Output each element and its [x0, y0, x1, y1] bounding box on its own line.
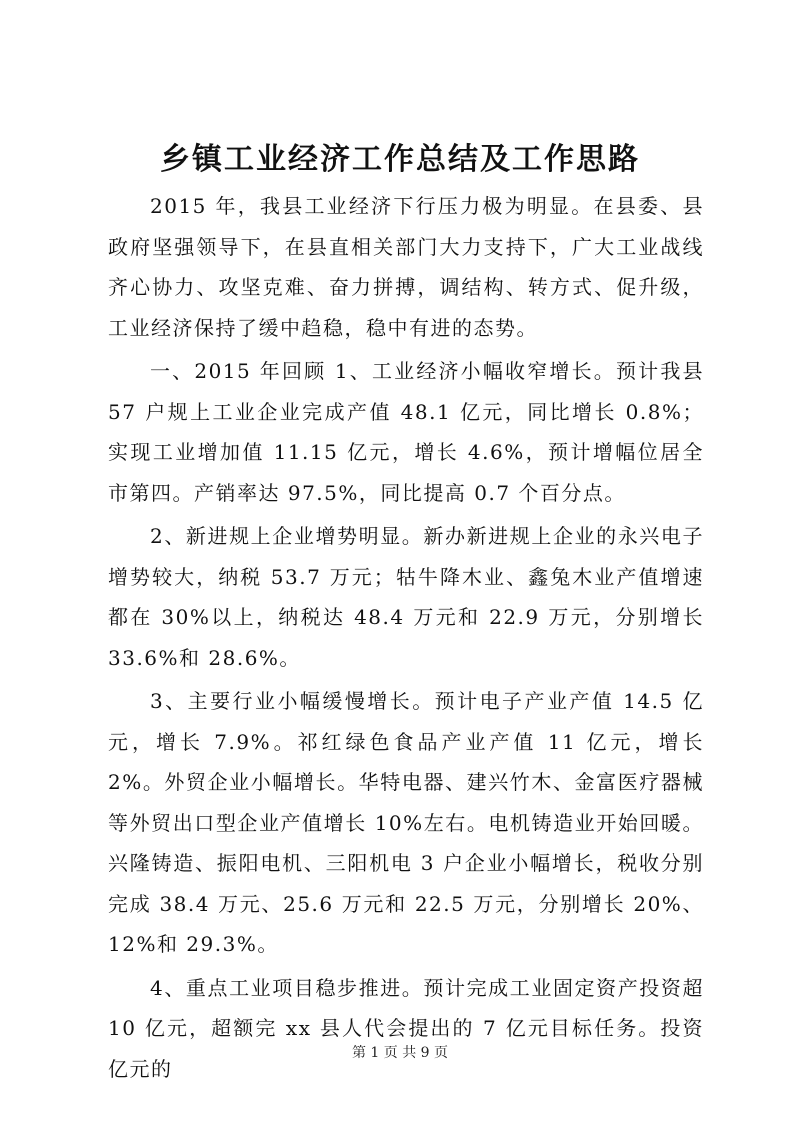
- paragraph-review-3: 3、主要行业小幅缓慢增长。预计电子产业产值 14.5 亿元，增长 7.9%。祁红绿色食品产业产值 11 亿元，增长 2%。外贸企业小幅增长。华特电器、建兴竹木、金富医疗器械等外贸出口型企业产值增长 10%左右。电机铸造业开始回暖。兴隆铸造、振阳电机、三阳机电 3 户企业小幅增长，税收分别完成 38.4 万元、25.6 万元和 22.5 万元，分别增长 20%、12%和 29.3%。: [108, 689, 704, 956]
- page-footer: 第 1 页 共 9 页: [351, 1045, 449, 1061]
- paragraph-review-4: 4、重点工业项目稳步推进。预计完成工业固定资产投资超 10 亿元，超额完 xx 县人代会提出的 7 亿元目标任务。投资亿元的: [108, 975, 704, 1081]
- document-body: [108, 186, 704, 1092]
- document-title: 乡镇工业经济工作总结及工作思路: [160, 142, 640, 177]
- paragraph-review-2: 2、新进规上企业增势明显。新办新进规上企业的永兴电子增势较大，纳税 53.7 万元；牯牛降木业、鑫兔木业产值增速都在 30%以上，纳税达 48.4 万元和 22.9 万元，分别增长 33.6%和 28.6%。: [108, 524, 704, 670]
- paragraph-review-1: 一、2015 年回顾 1、工业经济小幅收窄增长。预计我县 57 户规上工业企业完成产值 48.1 亿元，同比增长 0.8%；实现工业增加值 11.15 亿元，增长 4.6%，预计增幅位居全市第四。产销率达 97.5%，同比提高 0.7 个百分点。: [108, 359, 704, 505]
- paragraph-intro: 2015 年，我县工业经济下行压力极为明显。在县委、县政府坚强领导下，在县直相关部门大力支持下，广大工业战线齐心协力、攻坚克难、奋力拼搏，调结构、转方式、促升级，工业经济保持了缓中趋稳，稳中有进的态势。: [108, 194, 704, 340]
